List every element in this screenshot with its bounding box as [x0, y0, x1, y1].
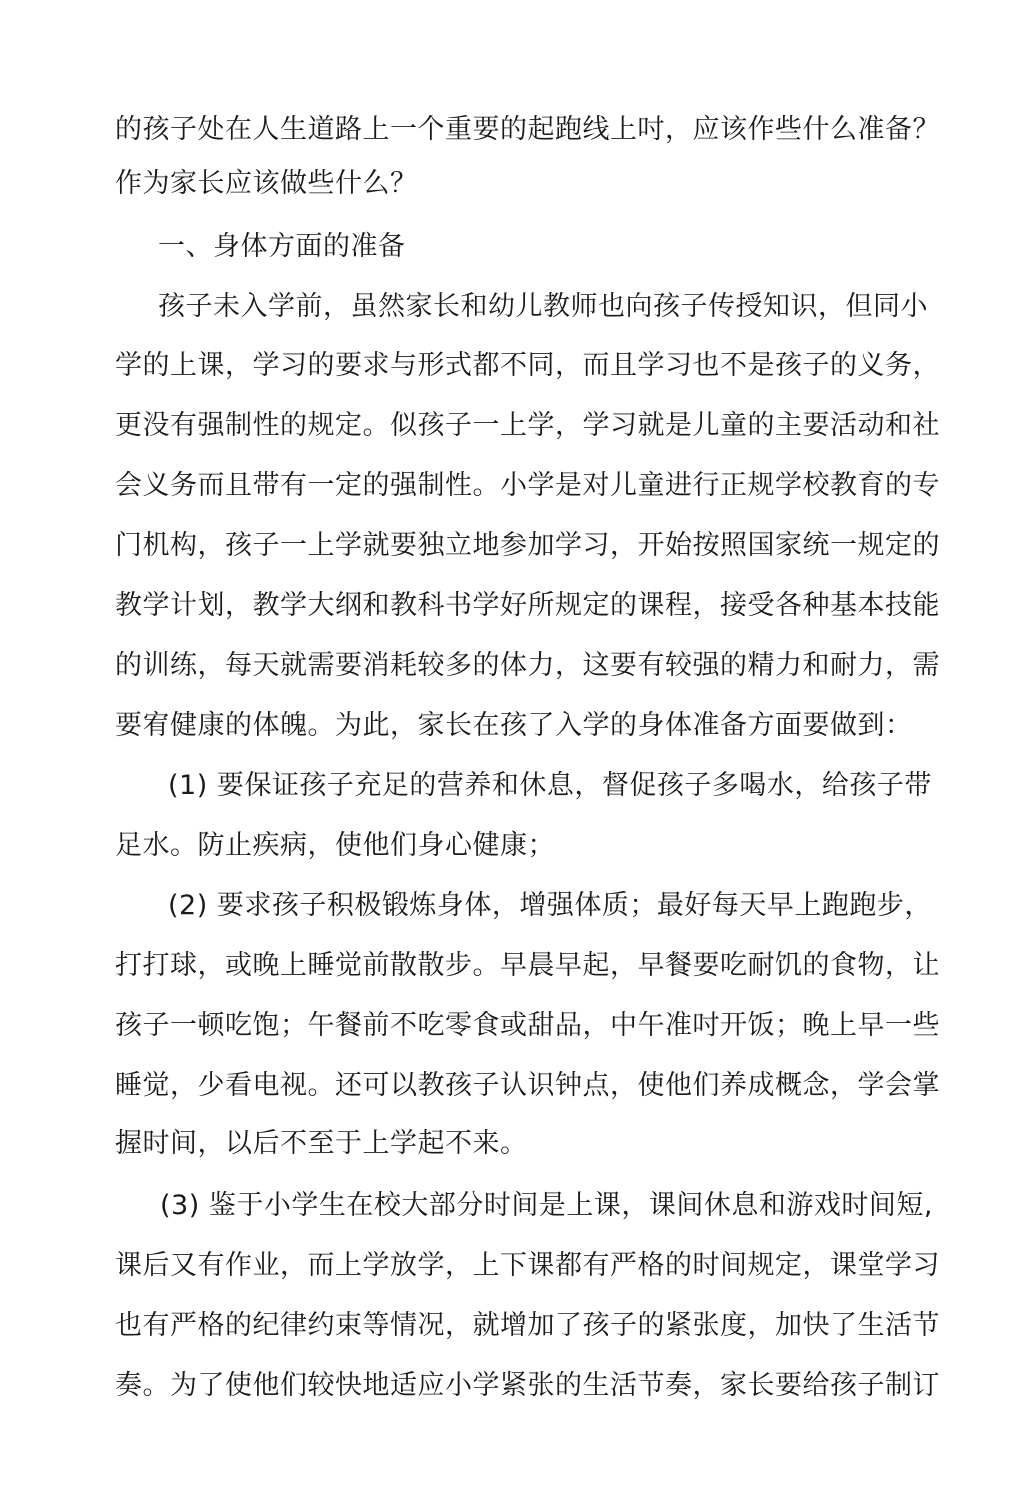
text-line: 课后又有作业，而上学放学，上下课都有严格的时间规定，课堂学习 — [115, 1250, 940, 1281]
text-line: 奏。为了使他们较快地适应小学紧张的生活节奏，家长要给孩子制订 — [115, 1370, 940, 1401]
text-line: 握时间，以后不至于上学起不来。 — [115, 1128, 528, 1159]
list-item-1: (1) 要保证孩子充足的营养和休息，督促孩子多喝水，给孩子带 — [168, 770, 932, 801]
list-item-3: (3) 鉴于小学生在校大部分时间是上课，课间休息和游戏时间短, — [160, 1190, 933, 1221]
text-line: 作为家长应该做些什么？ — [115, 168, 418, 199]
text-line: 更没有强制性的规定。似孩子一上学，学习就是儿童的主要活动和社 — [115, 410, 940, 441]
text-line: 打打球，或晚上睡觉前散散步。早晨早起，早餐要吃耐饥的食物，让 — [115, 950, 940, 981]
text-line: 会义务而且带有一定的强制性。小学是对儿童进行正规学校教育的专 — [115, 470, 940, 501]
text-line: 也有严格的纪律约束等情况，就增加了孩子的紧张度，加快了生活节 — [115, 1310, 940, 1341]
text-line: 孩子一顿吃饱；午餐前不吃零食或甜品，中午准吋开饭；晚上早一些 — [115, 1010, 940, 1041]
section-heading: 一、身体方面的准备 — [158, 231, 406, 262]
text-line: 足水。防止疾病，使他们身心健康； — [115, 830, 555, 861]
text-line: 学的上课，学习的要求与形式都不同，而且学习也不是孩子的义务， — [115, 350, 940, 381]
text-line: 孩子未入学前，虽然家长和幼儿教师也向孩子传授知识，但同小 — [158, 291, 928, 322]
text-line: 睡觉，少看电视。还可以教孩子认识钟点，使他们养成概念，学会掌 — [115, 1070, 940, 1101]
text-line: 的训练，每天就需要消耗较多的体力，这要有较强的精力和耐力，需 — [115, 650, 940, 681]
text-line: 门机构，孩子一上学就要独立地参加学习，开始按照国家统一规定的 — [115, 530, 940, 561]
text-line: 教学计划，教学大纲和教科书学好所规定的课程，接受各种基本技能 — [115, 590, 940, 621]
list-item-2: (2) 要求孩子积极锻炼身体，增强体质；最好每天早上跑跑步， — [168, 890, 932, 921]
text-line: 的孩子处在人生道路上一个重要的起跑线上吋，应该作些什么准备？ — [115, 114, 940, 145]
text-line: 要宥健康的体魄。为此，家长在孩了入学的身体准备方面要做到： — [115, 710, 913, 741]
